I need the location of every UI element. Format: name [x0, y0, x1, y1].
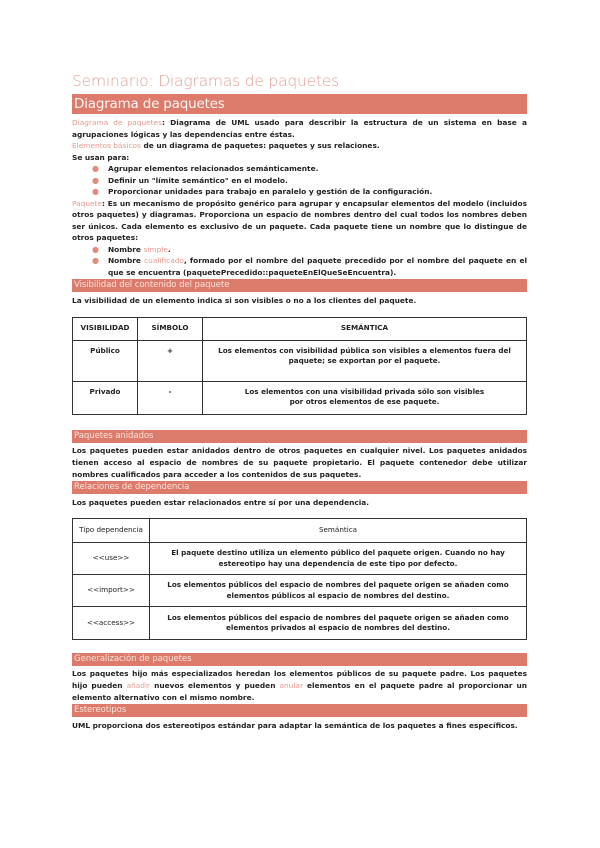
dependencies-table — [72, 518, 527, 640]
table-row: <<access>> Los elementos públicos del espacio de nombres del paquete origen se añaden como elementos privados al espacio de nombres del destino. — [73, 607, 527, 640]
visibility-table — [72, 317, 527, 415]
list-item: ● Definir un "límite semántico" en el modelo. — [92, 175, 288, 185]
list-item: ● Nombre cualificado, formado por el nombre del paquete precedido por el nombre del paquete en el que se encuentra (paquetePrecedido::paqueteEnElQueSeEncuentra). — [92, 256, 527, 277]
bullet-icon: ● — [92, 244, 99, 254]
table-row: <<import>> Los elementos públicos del espacio de nombres del paquete origen se añaden como elementos públicos al espacio de nombres del destino. — [73, 575, 527, 607]
page-title: Seminario: Diagramas de paquetes — [72, 72, 340, 90]
dependencies-intro: Los paquetes pueden estar relacionados entre sí por una dependencia. — [72, 497, 370, 507]
document-page — [72, 70, 527, 732]
table-header: Semántica — [150, 519, 527, 543]
section-heading-dependencia: Relaciones de dependencia — [72, 481, 527, 494]
nested-paragraph: Los paquetes pueden estar anidados dentro de otros paquetes en cualquier nivel. Los paquetes anidados tienen acceso al espacio de nombres de su paquete propietario. El paquete contenedor debe utilizar nombres cualificados para acceder a los contenidos de sus paquetes. — [72, 445, 527, 479]
uses-list — [72, 163, 527, 198]
table-header: Tipo dependencia — [73, 519, 150, 543]
package-paragraph: Paquete: Es un mecanismo de propósito genérico para agrupar y encapsular elementos del modelo (incluidos otros paquetes) y diagramas. Proporciona un espacio de nombres dentro del cual todos los nombres deben ser únicos. Cada elemento es exclusivo de un paquete. Cada paquete tiene un nombre que lo distingue de otros paquetes: — [72, 198, 527, 242]
elements-term: Elementos básicos — [72, 141, 141, 150]
generalization-paragraph: Los paquetes hijo más especializados heredan los elementos públicos de su paquete padre. Los paquetes hijo pueden añadir nuevos elementos y pueden anular elementos en el paquete padre al proporcionar un elemento alternativo con el mismo nombre. — [72, 669, 528, 702]
table-header: SÍMBOLO — [138, 317, 203, 340]
list-item: ● Agrupar elementos relacionados semánticamente. — [92, 164, 319, 173]
bullet-icon: ● — [92, 175, 99, 185]
table-row: Privado - Los elementos con una visibilidad privada sólo son visibles por otros elementos de ese paquete. — [73, 381, 527, 414]
definition-paragraph: Diagrama de paquetes: Diagrama de UML usado para describir la estructura de un sistema en base a agrupaciones lógicas y las dependencias entre éstas. — [72, 118, 527, 139]
list-item: ● Nombre simple. — [92, 244, 171, 254]
names-list — [72, 244, 527, 279]
package-term: Paquete — [72, 198, 103, 208]
bullet-icon: ● — [92, 256, 99, 265]
table-row: Público + Los elementos con visibilidad pública son visibles a elementos fuera del paquete; se exportan por el paquete. — [73, 340, 527, 381]
list-item: ● Proporcionar unidades para trabajo en paralelo y gestión de la configuración. — [92, 187, 433, 196]
section-heading-anidados: Paquetes anidados — [72, 430, 527, 443]
term-anular: anular — [279, 681, 303, 690]
section-heading-estereotipos: Estereotipos — [72, 704, 527, 717]
uses-intro: Se usan para: — [72, 152, 130, 162]
bullet-icon: ● — [92, 187, 99, 196]
section-heading-diagrama: Diagrama de paquetes — [72, 94, 527, 114]
elements-paragraph: Elementos básicos de un diagrama de paquetes: paquetes y sus relaciones. — [72, 141, 380, 150]
term-anadir: añadir — [126, 681, 151, 690]
section-heading-generalizacion: Generalización de paquetes — [72, 653, 527, 666]
table-row: <<use>> El paquete destino utiliza un elemento público del paquete origen. Cuando no hay estereotipo hay una dependencia de este tipo por defecto. — [73, 543, 527, 575]
stereotypes-paragraph: UML proporciona dos estereotipos estándar para adaptar la semántica de los paquetes a fines específicos. — [72, 721, 518, 730]
table-header: SEMÁNTICA — [203, 317, 527, 340]
table-header: VISIBILIDAD — [73, 317, 138, 340]
section-heading-visibilidad: Visibilidad del contenido del paquete — [72, 279, 527, 292]
definition-term: Diagrama de paquetes — [72, 118, 162, 127]
bullet-icon: ● — [92, 164, 99, 173]
visibility-intro: La visibilidad de un elemento indica si son visibles o no a los clientes del paquete. — [72, 296, 417, 305]
